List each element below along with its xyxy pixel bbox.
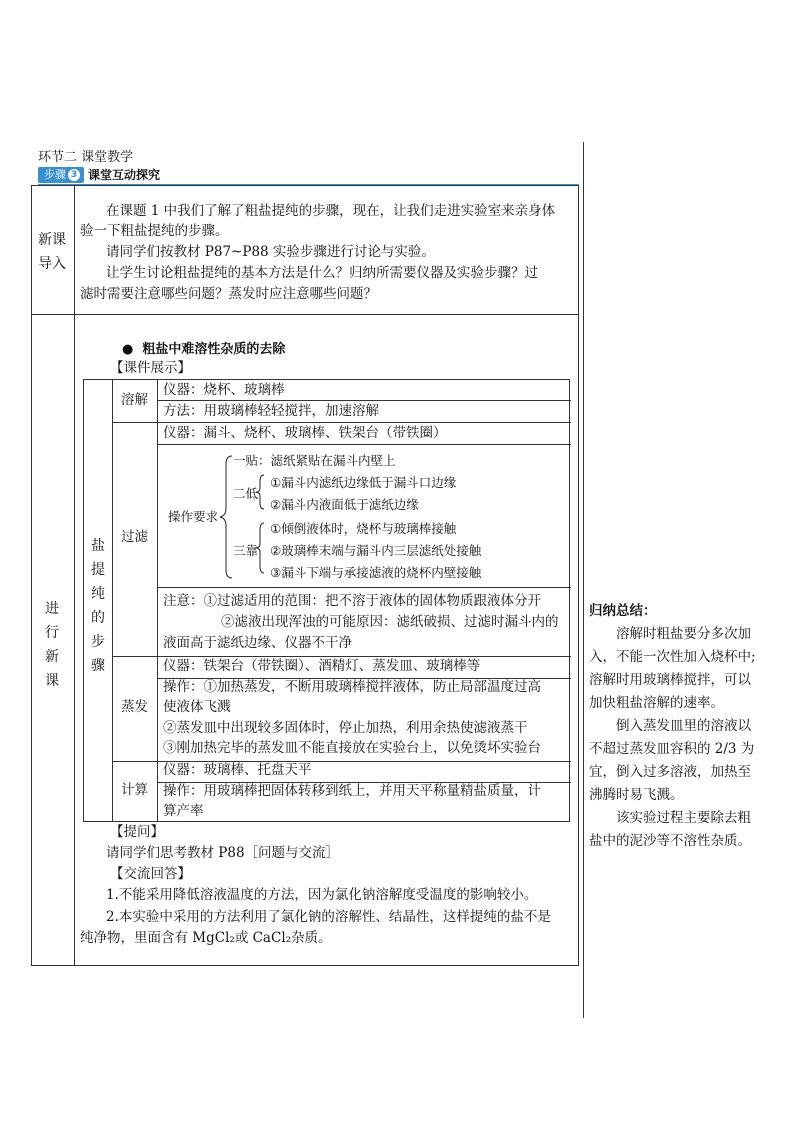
question-text: 请同学们思考教材 P88［问题与交流］ [106, 845, 340, 861]
dissolve-line2: 方法：用玻璃棒轻轻搅拌，加速溶解 [163, 403, 379, 419]
question-title: 【提问】 [110, 824, 164, 840]
section-title: 环节二 课堂教学 [38, 150, 134, 165]
step-label: 课堂互动探究 [88, 168, 161, 182]
answer-2-line2: 纯净物，里面含有 MgCl₂或 CaCl₂杂质。 [80, 930, 332, 946]
step-badge [38, 167, 84, 183]
filter-erdi-2: ②漏斗内液面低于滤纸边缘 [270, 497, 419, 512]
intro-para3-line1: 让学生讨论粗盐提纯的基本方法是什么？归纳所需要仪器及实验步骤？过 [106, 265, 538, 281]
step-bar [38, 166, 160, 183]
step-evaporate: 蒸发 [121, 699, 148, 715]
filter-sankao-1: ①倾倒液体时，烧杯与玻璃棒接触 [270, 521, 457, 536]
column-divider [583, 142, 584, 1018]
evaporate-line5: ③刚加热完毕的蒸发皿不能直接放在实验台上，以免烫坏实验台 [163, 740, 541, 756]
filter-sankao: 三靠 [233, 543, 259, 558]
answer-2-line1: 2.本实验中采用的方法利用了氯化钠的溶解性、结晶性，这样提纯的盐不是 [106, 909, 551, 925]
intro-side-label: 新课 导入 [38, 232, 66, 272]
filter-sankao-2: ②玻璃棒末端与漏斗内三层滤纸处接触 [270, 543, 482, 558]
step-dissolve: 溶解 [121, 392, 148, 408]
filter-line1: 仪器：漏斗、烧杯、玻璃棒、铁架台（带铁圈） [163, 425, 447, 441]
filter-sankao-3: ③漏斗下端与承接滤液的烧杯内壁接触 [270, 565, 482, 580]
step-badge-text: 步骤 [44, 167, 66, 181]
filter-op-label: 操作要求 [168, 509, 219, 524]
filter-yitie: 一贴：滤纸紧贴在漏斗内壁上 [233, 453, 396, 468]
filter-erdi-1: ①漏斗内滤纸边缘低于漏斗口边缘 [270, 475, 457, 490]
intro-para3-line2: 滤时需要注意哪些问题？蒸发时应注意哪些问题？ [80, 286, 377, 302]
evaporate-line4: ②蒸发皿中出现较多固体时，停止加热，利用余热使滤液蒸干 [163, 720, 528, 736]
filter-note-line3: 液面高于滤纸边缘、仪器不干净 [163, 635, 352, 651]
lesson-heading: ● 粗盐中难溶性杂质的去除 [122, 342, 286, 357]
calc-line3: 算产率 [163, 803, 204, 819]
evaporate-line3: 使液体飞溅 [163, 699, 231, 715]
calc-line1: 仪器：玻璃棒、托盘天平 [163, 762, 312, 778]
step-number: 3 [68, 169, 80, 181]
answer-1: 1.不能采用降低溶液温度的方法，因为氯化钠溶解度受温度的影响较小。 [106, 887, 538, 903]
courseware-label: 【课件展示】 [110, 360, 191, 376]
filter-note-line2: ②滤液出现浑浊的可能原因：滤纸破损、过滤时漏斗内的 [221, 614, 559, 630]
step-calc: 计算 [121, 782, 148, 798]
filter-erdi: 二低 [233, 486, 259, 501]
evaporate-line1: 仪器：铁架台（带铁圈）、酒精灯、蒸发皿、玻璃棒等 [163, 658, 481, 674]
intro-para2: 请同学们按教材 P87~P88 实验步骤进行讨论与实验。 [106, 244, 435, 260]
dissolve-line1: 仪器：烧杯、玻璃棒 [163, 382, 285, 398]
calc-line2: 操作：用玻璃棒把固体转移到纸上，并用天平称量精盐质量，计 [163, 783, 541, 799]
intro-para1-line1: 在课题 1 中我们了解了粗盐提纯的步骤，现在，让我们走进实验室来亲身体 [106, 203, 556, 219]
step-filter: 过滤 [121, 529, 148, 545]
lesson-side-label: 进 行 新 课 [45, 601, 59, 689]
filter-note-line1: 注意：①过滤适用的范围：把不溶于液体的固体物质跟液体分开 [163, 593, 541, 609]
evaporate-line2: 操作：①加热蒸发，不断用玻璃棒搅拌液体，防止局部温度过高 [163, 679, 541, 695]
summary-title: 归纳总结： [589, 603, 657, 619]
summary-note: 归纳总结： 溶解时粗盐要分多次加 入，不能一次性加入烧杯中; 溶解时用玻璃棒搅拌，可以 加快粗盐溶解的速率。 倒入蒸发皿里的溶液以 不超过蒸发皿容积的 2/3 为 宜，倒入过多溶液，加热至 沸腾时易飞溅。 该实验过程主要除去粗 盐中的泥沙等不溶性杂质。 [589, 600, 789, 853]
answer-title: 【交流回答】 [110, 866, 191, 882]
intro-para1-line2: 验一下粗盐提纯的步骤。 [80, 223, 229, 239]
steps-row-header: 盐 提 纯 的 步 骤 [91, 538, 105, 674]
